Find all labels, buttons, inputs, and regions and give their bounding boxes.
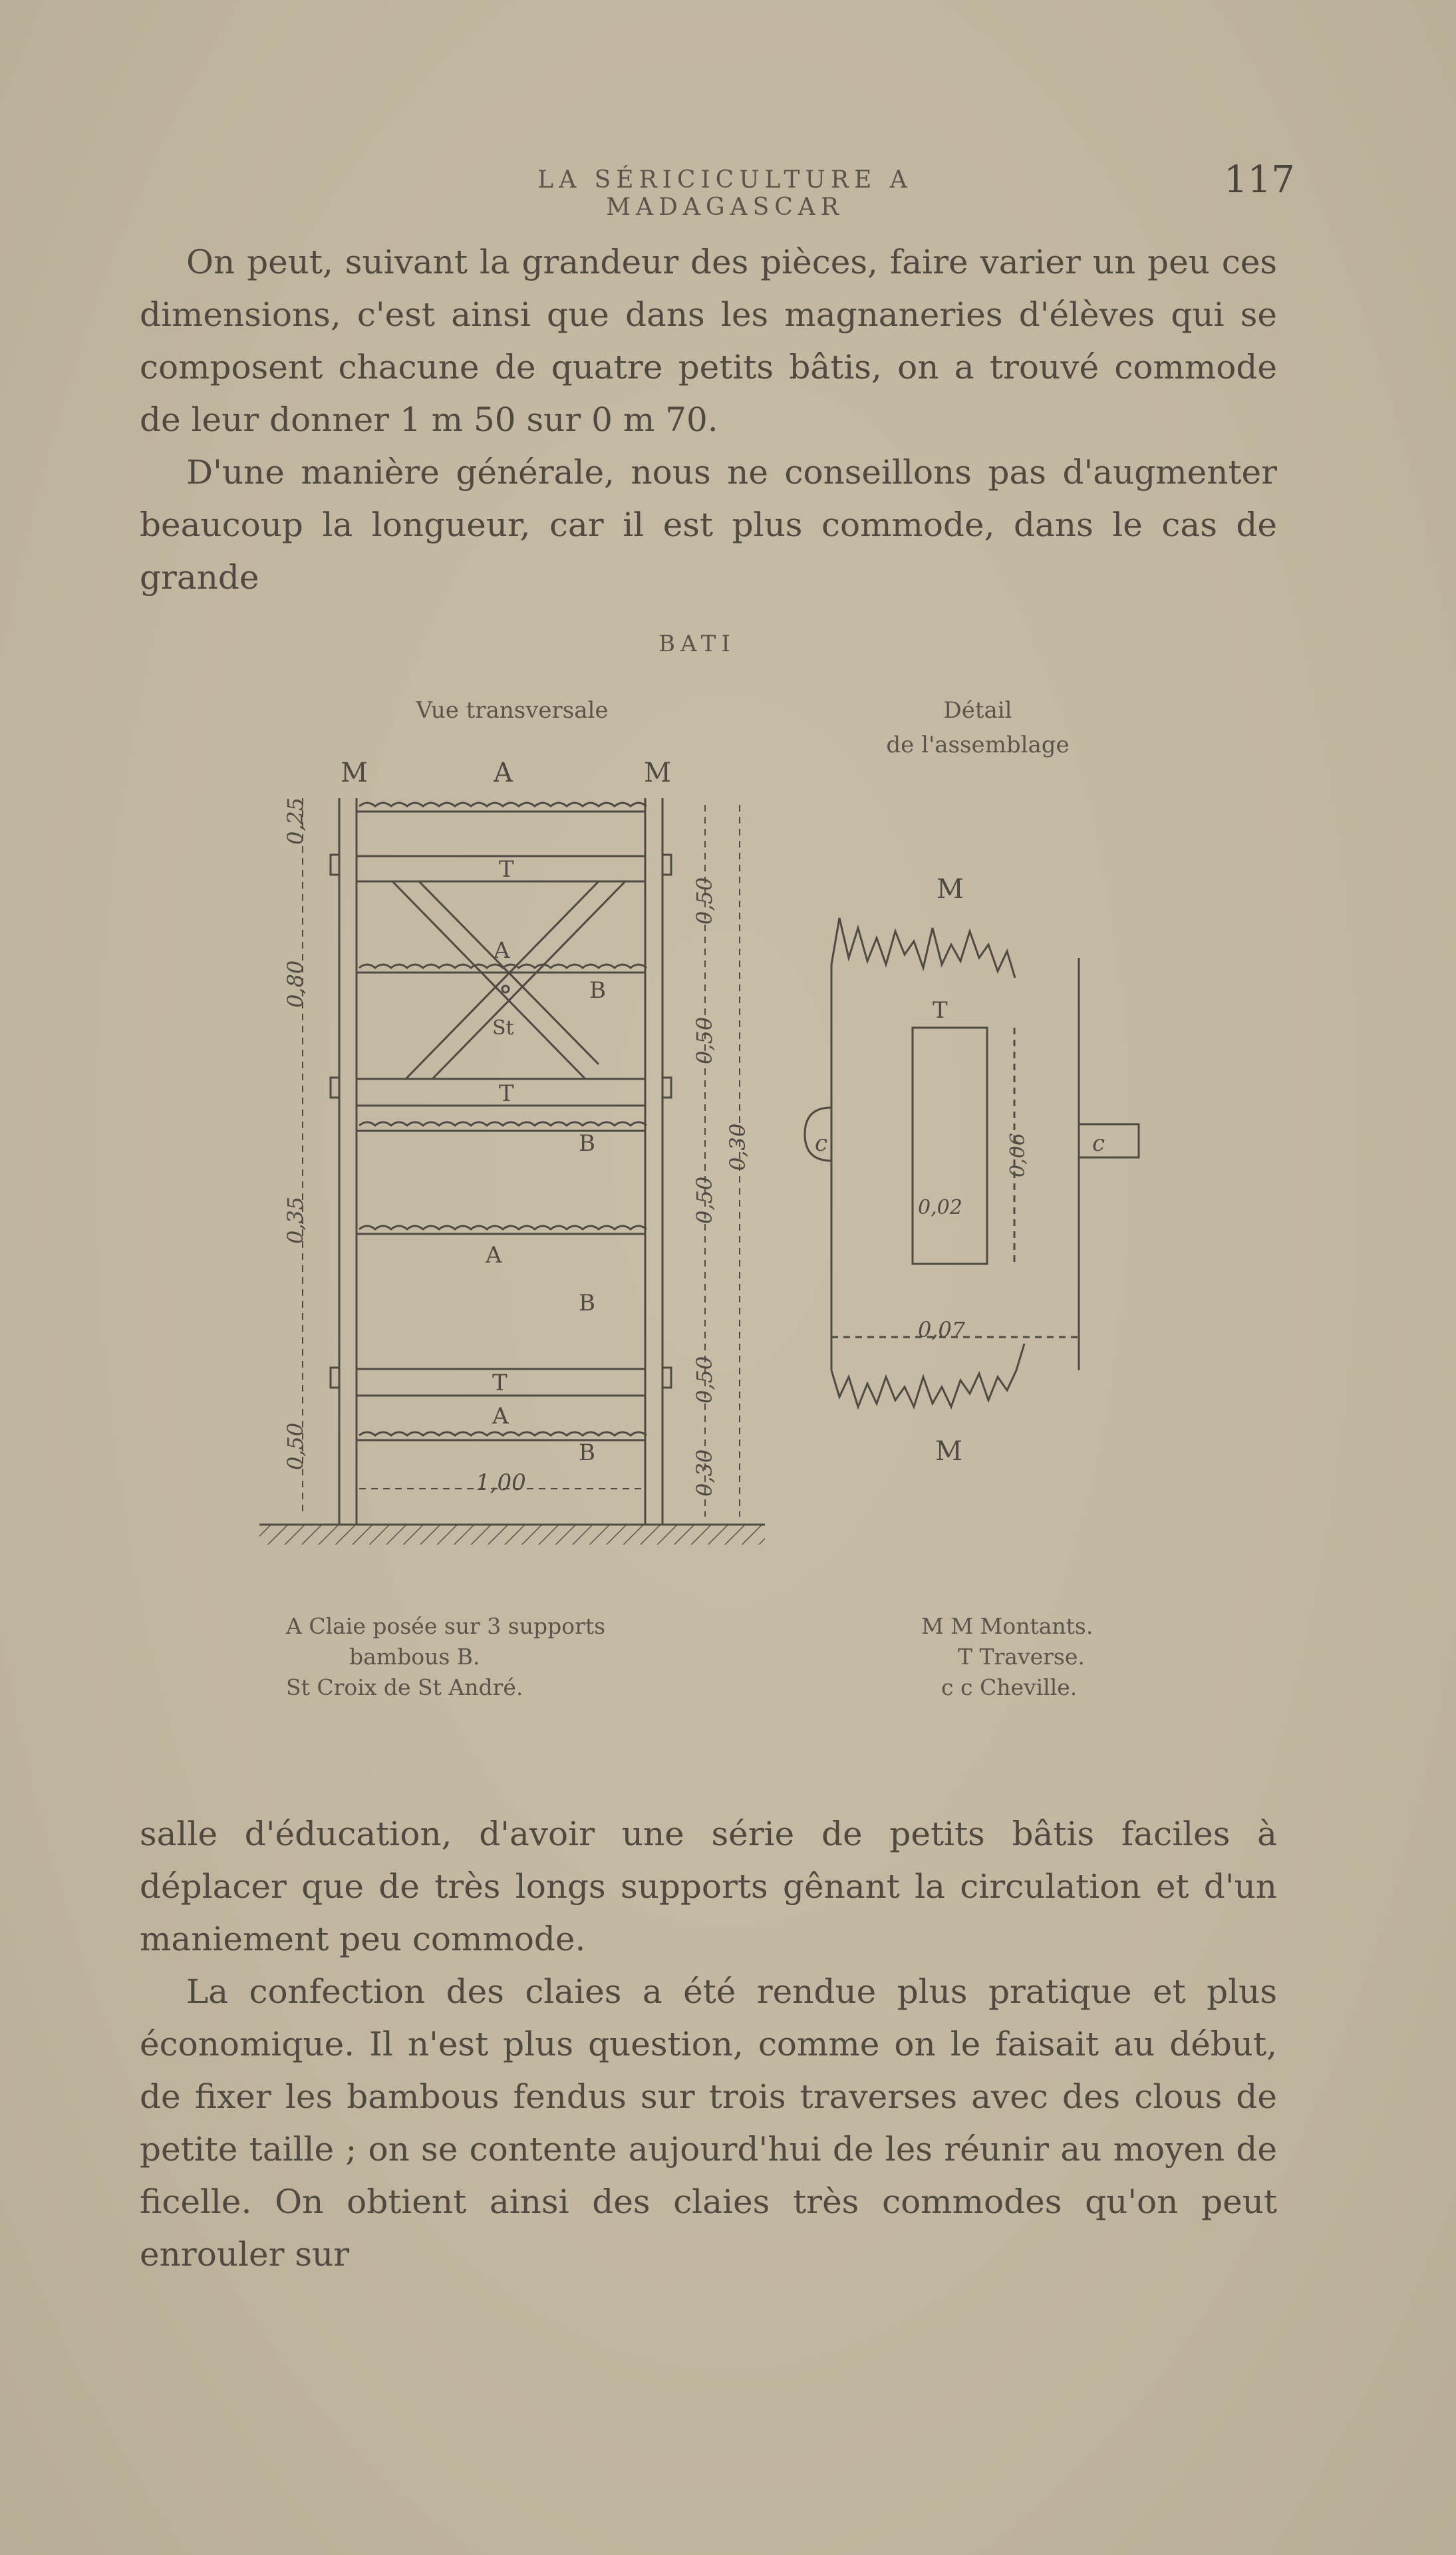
assembly-detail <box>805 918 1139 1407</box>
dim-080: 0,80 <box>283 960 308 1008</box>
label-st: St <box>492 1016 514 1040</box>
detail-label-c-left: c <box>815 1130 828 1157</box>
ground-hatching <box>259 1525 765 1545</box>
legend-left <box>286 1611 605 1703</box>
detail-dim-006: 0,06 <box>1006 1133 1030 1177</box>
running-head: LA SÉRICICULTURE A MADAGASCAR <box>537 166 913 221</box>
legend-left-line: St Croix de St André. <box>286 1674 523 1700</box>
dim-035: 0,35 <box>283 1196 308 1244</box>
dim-050-r2: 0,50 <box>692 1016 717 1064</box>
text-block-bottom <box>140 1808 1277 2281</box>
upright-left <box>339 798 357 1525</box>
label-t-2: T <box>499 1080 514 1107</box>
left-figure-caption: Vue transversale <box>416 697 609 724</box>
label-b-2: B <box>579 1130 595 1157</box>
legend-right <box>921 1611 1093 1703</box>
dim-050-r3: 0,50 <box>692 1176 717 1224</box>
label-t-3: T <box>492 1370 508 1396</box>
figure-title: BATI <box>658 631 736 657</box>
label-m-left: M <box>341 758 368 788</box>
paragraph: On peut, suivant la grandeur des pièces, faire varier un peu ces dimensions, c'est ainsi que dans les magnaneries d'élèves qui se composent chacune de quatre petits bâtis, on a trouvé commode de leur donner 1 m 50 sur 0 m 70. <box>140 243 1277 439</box>
label-a-1: A <box>494 937 510 964</box>
paragraph: La confection des claies a été rendue plus pratique et plus économique. Il n'est plus question, comme on le faisait au début, de fixer les bambous fendus sur trois traverses avec des clous de petite taille ; on se contente aujourd'hui de les réunir au moyen de ficelle. On obtient ainsi des claies très commodes qu'on peut enrouler sur <box>140 1972 1277 2274</box>
label-b-4: B <box>579 1439 595 1466</box>
right-figure-caption-2: de l'assemblage <box>886 732 1070 758</box>
detail-dim-007: 0,07 <box>918 1317 966 1342</box>
label-m-right: M <box>644 758 671 788</box>
legend-right-line: T Traverse. <box>958 1644 1085 1670</box>
dim-100: 1,00 <box>476 1469 526 1496</box>
detail-label-c-right: c <box>1092 1130 1105 1157</box>
assembly-labels <box>815 874 1105 1467</box>
label-a-top: A <box>494 758 513 788</box>
paragraph: salle d'éducation, d'avoir une série de petits bâtis faciles à déplacer que de très longs supports gênant la circulation et d'un maniement peu commode. <box>140 1815 1277 1958</box>
dim-050-r4: 0,50 <box>692 1356 717 1404</box>
paragraph: D'une manière générale, nous ne conseillons pas d'augmenter beaucoup la longueur, car il est plus commode, dans le cas de grande <box>140 453 1277 597</box>
label-t-1: T <box>499 856 514 883</box>
detail-dim-002: 0,02 <box>918 1196 962 1219</box>
label-a-2: A <box>486 1242 502 1269</box>
dims-right <box>692 877 750 1497</box>
dim-130: 0,30 <box>725 1123 750 1171</box>
label-a-3: A <box>492 1403 509 1429</box>
right-figure-caption-1: Détail <box>943 697 1012 724</box>
dim-050-left: 0,50 <box>283 1422 308 1470</box>
label-b-1: B <box>589 977 606 1004</box>
detail-label-t: T <box>933 997 948 1024</box>
diagram-labels <box>341 758 671 1466</box>
legend-left-line: A Claie posée sur 3 supports <box>286 1613 606 1639</box>
dim-050-r1: 0,50 <box>692 877 717 925</box>
label-b-3: B <box>579 1290 595 1316</box>
legend-right-line: M M Montants. <box>921 1613 1093 1639</box>
dims-left <box>283 798 308 1470</box>
detail-label-m-bottom: M <box>935 1436 962 1467</box>
dim-025: 0,25 <box>283 797 308 845</box>
dim-030-r: 0,30 <box>692 1449 717 1497</box>
legend-left-line: bambous B. <box>349 1644 480 1670</box>
pegs <box>331 855 671 1388</box>
upright-right <box>645 798 662 1525</box>
legend-right-line: c c Cheville. <box>941 1674 1078 1700</box>
detail-label-m-top: M <box>937 874 964 905</box>
page-number: 117 <box>1224 158 1295 202</box>
claies <box>357 803 647 1440</box>
